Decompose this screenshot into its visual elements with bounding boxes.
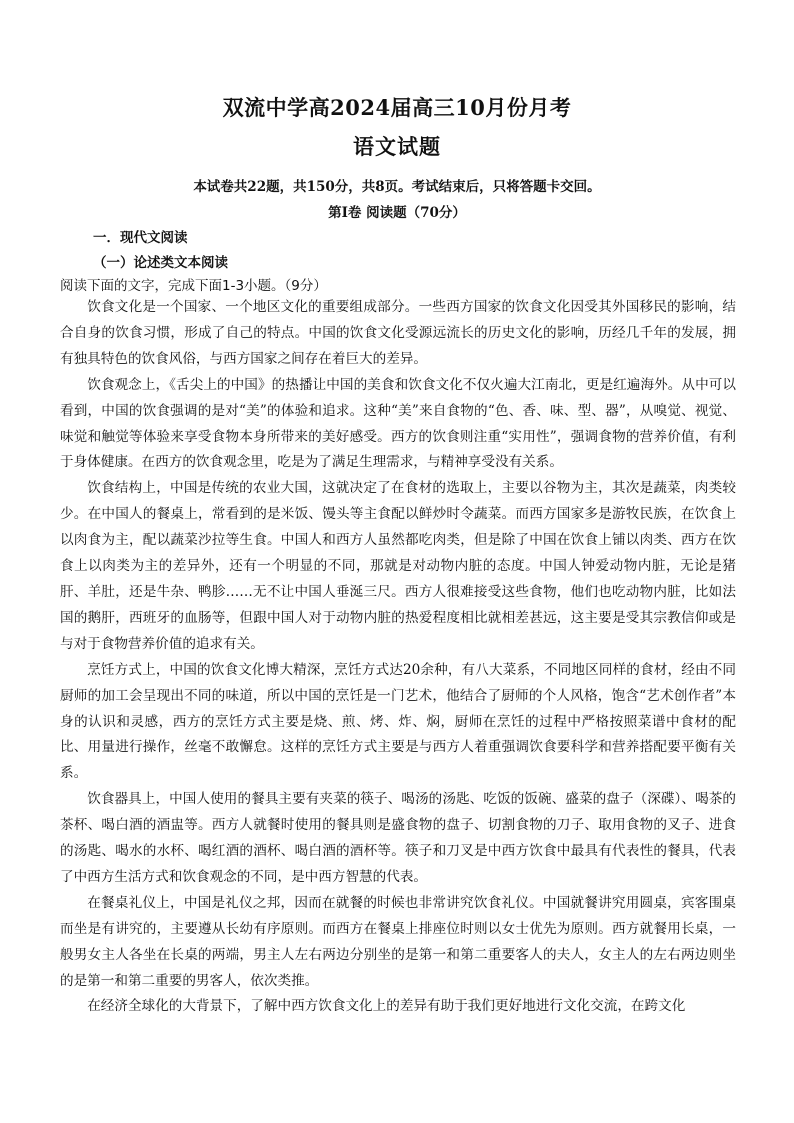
passage-paragraph: 饮食文化是一个国家、一个地区文化的重要组成部分。一些西方国家的饮食文化因受其外国移民的影响，结合自身的饮食习惯，形成了自己的特点。中国的饮食文化受源远流长的历史文化的影响，历经几千年的发展，拥有独具特色的饮食风俗，与西方国家之间存在着巨大的差异。 (60, 299, 736, 367)
reading-instruction: 阅读下面的文字，完成下面1-3小题。（9分） (60, 278, 327, 294)
section-heading: 一．现代文阅读 (93, 230, 188, 246)
passage-paragraph: 在经济全球化的大背景下，了解中西方饮食文化上的差异有助于我们更好地进行文化交流，在跨文化 (87, 998, 686, 1015)
reading-passage (60, 295, 736, 1020)
passage-paragraph: 饮食结构上，中国是传统的农业大国，这就决定了在食材的选取上，主要以谷物为主，其次是蔬菜，肉类较少。在中国人的餐桌上，常看到的是米饭、馒头等主食配以鲜炒时令蔬菜。而西方国家多是游牧民族，在饮食上以肉食为主，配以蔬菜沙拉等生食。中国人和西方人虽然都吃肉类，但是除了中国在饮食上铺以肉类、西方在饮食上以肉类为主的差异外，还有一个明显的不同，那就是对动物内脏的态度。中国人钟爱动物内脏，无论是猪肝、羊肚，还是牛杂、鸭胗……无不让中国人垂涎三尺。西方人很难接受这些食物，他们也吃动物内脏，比如法国的鹅肝，西班牙的血肠等，但跟中国人对于动物内脏的热爱程度相比就相差甚远，这主要是受其宗教信仰或是与对于食物营养价值的追求有关。 (60, 480, 736, 652)
volume-heading: 第Ⅰ卷 阅读题（70分） (328, 205, 466, 221)
passage-paragraph: 在餐桌礼仪上，中国是礼仪之邦，因而在就餐的时候也非常讲究饮食礼仪。中国就餐讲究用圆桌，宾客围桌而坐是有讲究的，主要遵从长幼有序原则。而西方在餐桌上排座位时则以女士优先为原则。西方就餐用长桌，一般男女主人各坐在长桌的两端，男主人左右两边分别坐的是第一和第二重要客人的夫人，女主人的左右两边则坐的是第一和第二重要的男客人，依次类推。 (60, 894, 736, 989)
exam-notice: 本试卷共22题，共150分，共8页。考试结束后，只将答题卡交回。 (193, 179, 601, 195)
exam-subtitle: 语文试题 (353, 134, 441, 159)
passage-paragraph: 烹饪方式上，中国的饮食文化博大精深，烹饪方式达20余种，有八大菜系，不同地区同样的食材，经由不同厨师的加工会呈现出不同的味道，所以中国的烹饪是一门艺术，他结合了厨师的个人风格，饱含“艺术创作者”本身的认识和灵感，西方的烹饪方式主要是烧、煎、烤、炸、焖，厨师在烹饪的过程中严格按照菜谱中食材的配比、用量进行操作，丝毫不敢懈怠。这样的烹饪方式主要是与西方人着重强调饮食要科学和营养搭配要平衡有关系。 (60, 661, 736, 782)
subsection-heading: （一）论述类文本阅读 (93, 255, 228, 271)
passage-paragraph: 饮食观念上，《舌尖上的中国》的热播让中国的美食和饮食文化不仅火遍大江南北，更是红遍海外。从中可以看到，中国的饮食强调的是对“美”的体验和追求。这种“美”来自食物的“色、香、味、型、器”，从嗅觉、视觉、味觉和触觉等体验来享受食物本身所带来的美好感受。西方的饮食则注重“实用性”，强调食物的营养价值，有利于身体健康。在西方的饮食观念里，吃是为了满足生理需求，与精神享受没有关系。 (60, 376, 736, 471)
passage-paragraph: 饮食器具上，中国人使用的餐具主要有夹菜的筷子、喝汤的汤匙、吃饭的饭碗、盛菜的盘子（深碟）、喝茶的茶杯、喝白酒的酒盅等。西方人就餐时使用的餐具则是盛食物的盘子、切割食物的刀子、取用食物的叉子、进食的汤匙、喝水的水杯、喝红酒的酒杯、喝白酒的酒杯等。筷子和刀叉是中西方饮食中最具有代表性的餐具，代表了中西方生活方式和饮食观念的不同，是中西方智慧的代表。 (60, 791, 736, 885)
exam-title: 双流中学高2024届高三10月份月考 (222, 95, 572, 120)
